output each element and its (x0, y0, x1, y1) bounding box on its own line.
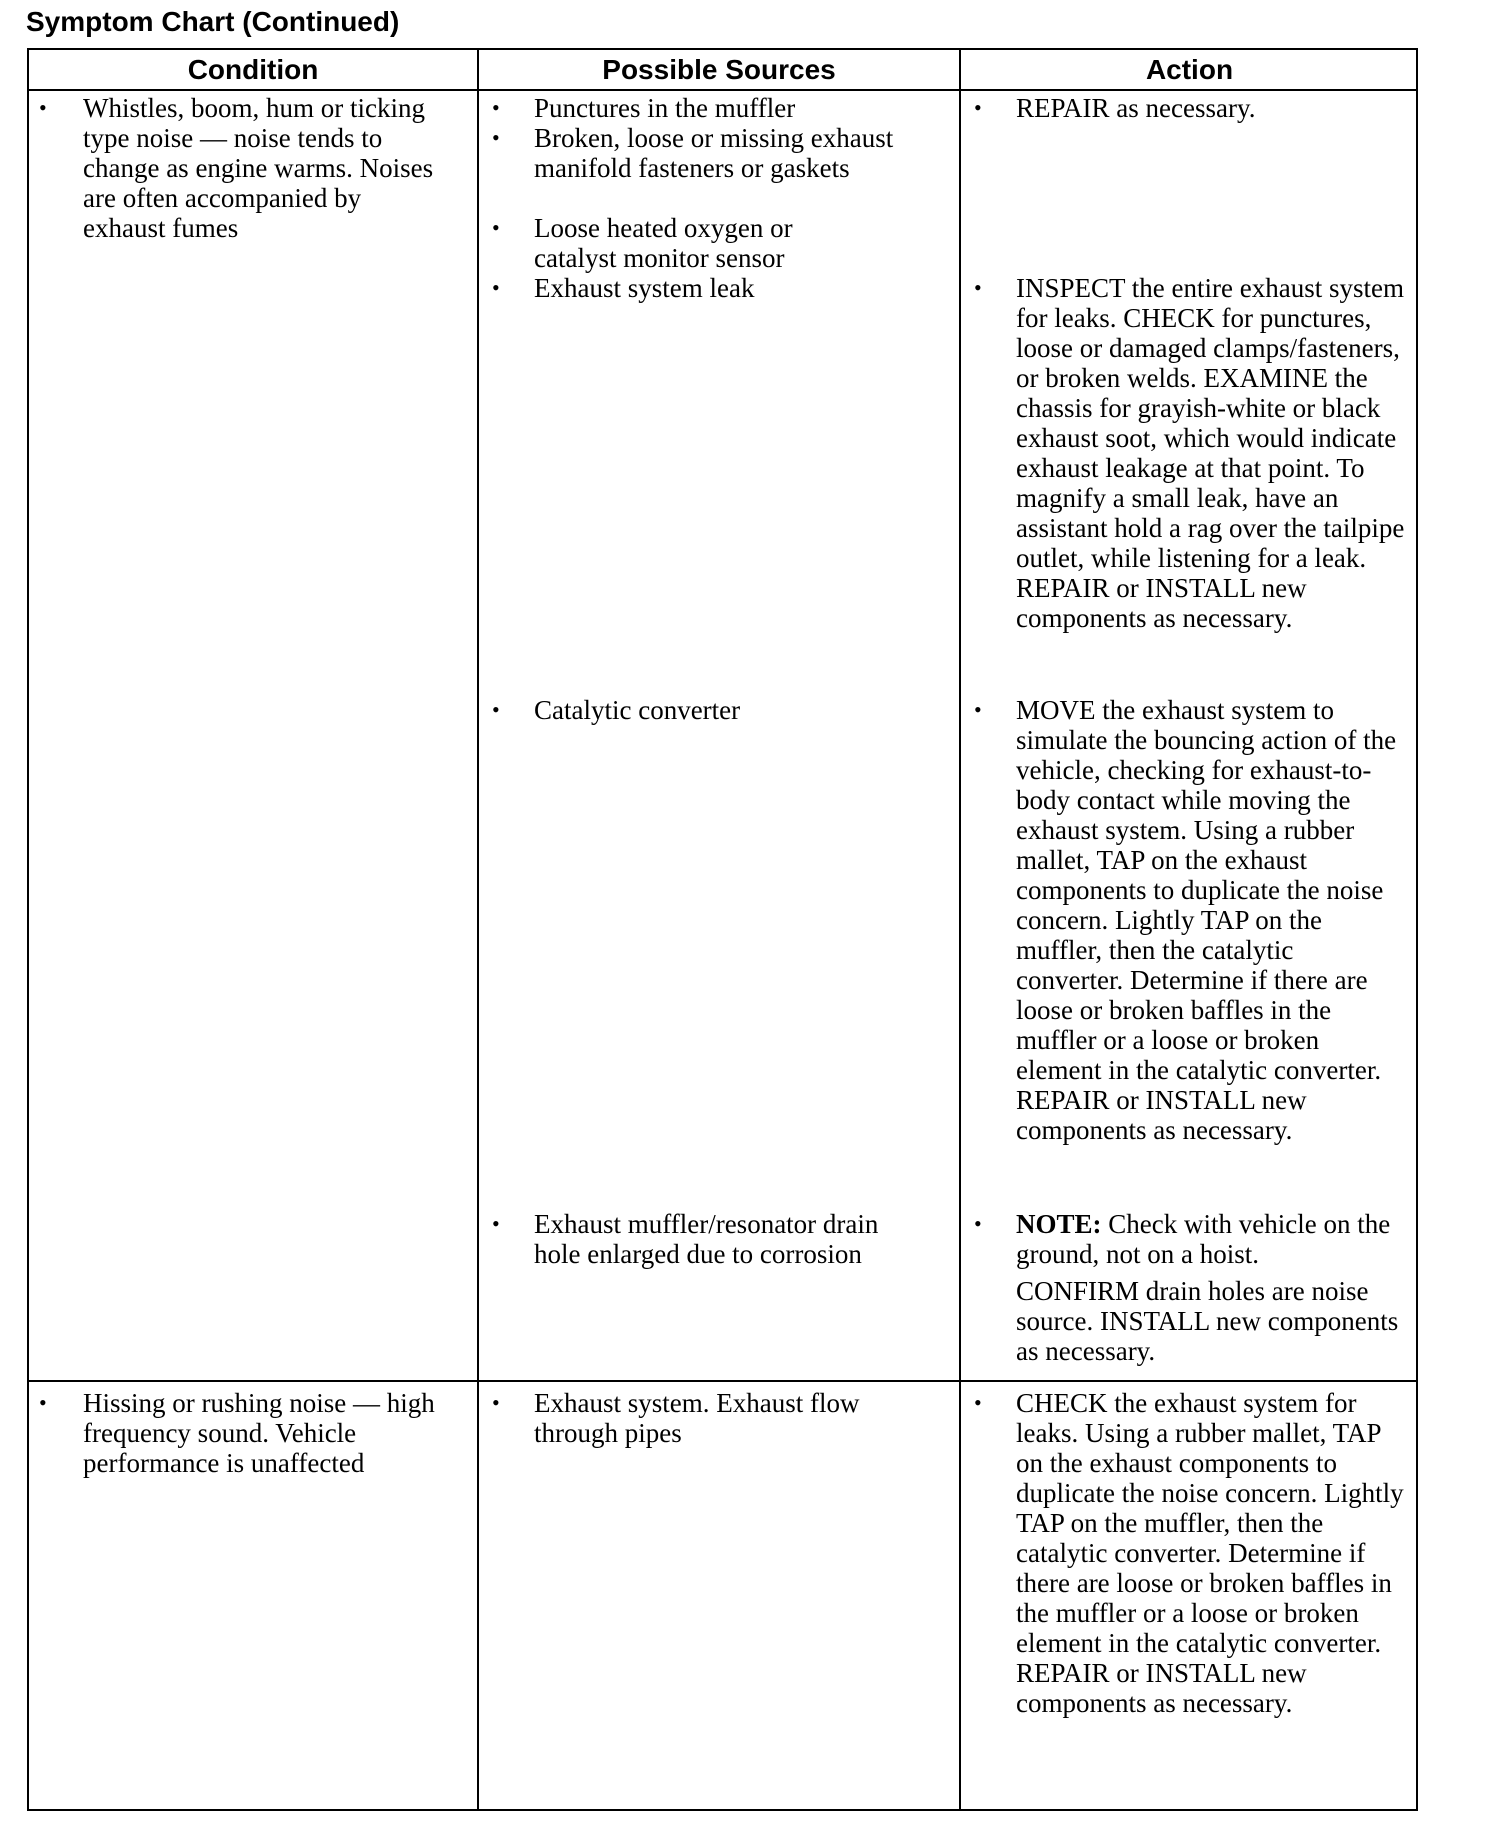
column-divider (959, 50, 961, 1809)
note-text: Check with vehicle on the ground, not on a hoist. (1016, 1209, 1391, 1269)
source-item: Exhaust system. Exhaust flow through pipes (534, 1388, 860, 1448)
bullet-icon: • (492, 275, 500, 300)
condition-text: Hissing or rushing noise — high frequency sound. Vehicle performance is unaffected (83, 1388, 435, 1478)
row-divider (29, 1380, 1416, 1382)
bullet-icon: • (492, 215, 500, 240)
condition-text: Whistles, boom, hum or ticking type noise — noise tends to change as engine warms. Noises are often accompanied by exhaust fumes (83, 93, 434, 243)
header-action: Action (1145, 54, 1234, 85)
bullet-icon: • (492, 95, 500, 120)
source-item: Punctures in the muffler (534, 93, 796, 123)
action-item: INSPECT the entire exhaust system for leaks. CHECK for punctures, loose or damaged clamps/fasteners, or broken welds. EXAMINE the chassis for grayish-white or black exhaust soot, which would indicate exhaust leakage at that point. To magnify a small leak, have an assistant hold a rag over the tailpipe outlet, while listening for a leak. REPAIR or INSTALL new components as necessary. (1016, 273, 1405, 633)
column-divider (477, 50, 479, 1809)
bullet-icon: • (39, 95, 47, 120)
header-condition: Condition (187, 54, 319, 85)
source-item: Exhaust muffler/resonator drain hole enlarged due to corrosion (534, 1209, 879, 1269)
bullet-icon: • (974, 1211, 982, 1236)
note-followup: CONFIRM drain holes are noise source. INSTALL new components as necessary. (1016, 1276, 1399, 1366)
note-item (1016, 1209, 1406, 1269)
bullet-icon: • (974, 697, 982, 722)
action-item: MOVE the exhaust system to simulate the bouncing action of the vehicle, checking for exhaust-to-body contact while moving the exhaust system. Using a rubber mallet, TAP on the exhaust components to duplicate the noise concern. Lightly TAP on the muffler, then the catalytic converter. Determine if there are loose or broken baffles in the muffler or a loose or broken element in the catalytic converter. REPAIR or INSTALL new components as necessary. (1016, 695, 1397, 1145)
bullet-icon: • (39, 1390, 47, 1415)
bullet-icon: • (492, 1390, 500, 1415)
action-item: REPAIR as necessary. (1016, 93, 1256, 123)
page-title: Symptom Chart (Continued) (26, 6, 400, 37)
source-item: Exhaust system leak (534, 273, 755, 303)
source-item: Catalytic converter (534, 695, 741, 725)
note-label: NOTE: (1016, 1209, 1102, 1239)
bullet-icon: • (492, 1211, 500, 1236)
symptom-chart-table (27, 48, 1418, 1811)
action-item: CHECK the exhaust system for leaks. Using a rubber mallet, TAP on the exhaust components to duplicate the noise concern. Lightly TAP on the muffler, then the catalytic converter. Determine if there are loose or broken baffles in the muffler or a loose or broken element in the catalytic converter. REPAIR or INSTALL new components as necessary. (1016, 1388, 1404, 1718)
bullet-icon: • (974, 275, 982, 300)
header-divider (29, 89, 1416, 91)
bullet-icon: • (492, 697, 500, 722)
source-item: Loose heated oxygen or catalyst monitor sensor (534, 213, 793, 273)
bullet-icon: • (974, 95, 982, 120)
header-possible-sources: Possible Sources (602, 54, 836, 85)
bullet-icon: • (974, 1390, 982, 1415)
source-item: Broken, loose or missing exhaust manifold fasteners or gaskets (534, 123, 894, 183)
bullet-icon: • (492, 125, 500, 150)
